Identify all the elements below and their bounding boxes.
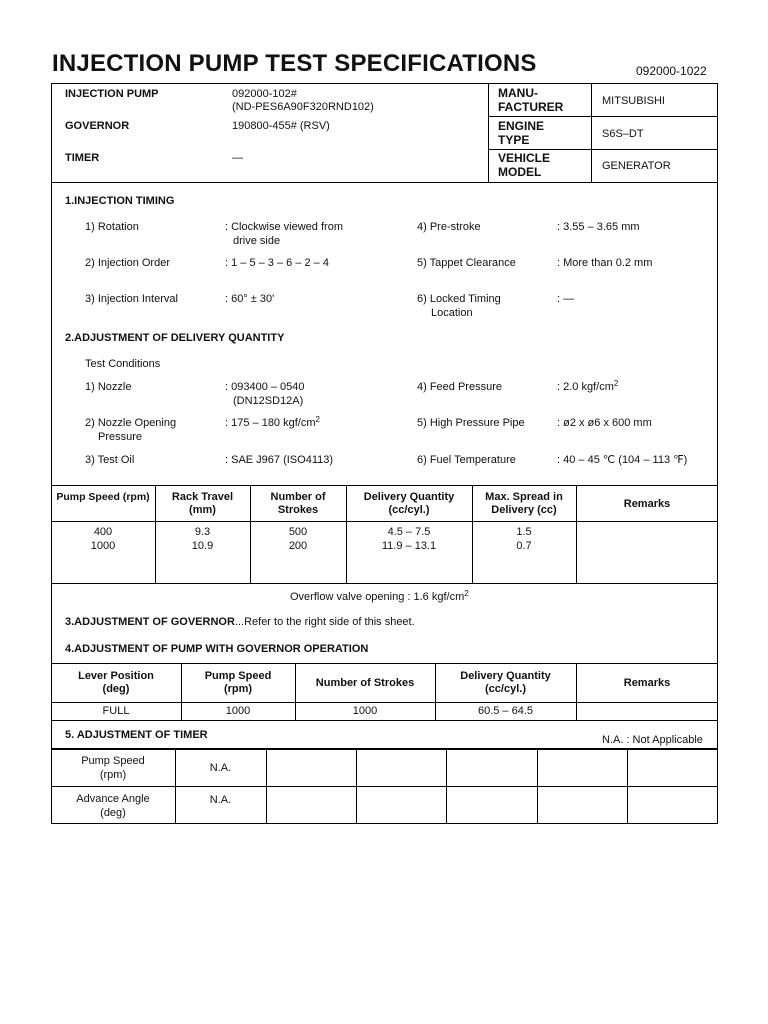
governor-value: 190800-455# (RSV) [232, 120, 330, 132]
advance-angle-value: N.A. [209, 794, 232, 806]
table-cell: 11.9 – 13.1 [381, 540, 437, 552]
column-header: (cc/cyl.) [388, 504, 430, 516]
timer-speed-unit: (rpm) [99, 769, 127, 781]
column-header: Delivery Quantity [363, 491, 455, 503]
table-border [537, 749, 538, 824]
column-header: Number of [270, 491, 326, 503]
table-cell: 1000 [352, 705, 378, 717]
column-header: (mm) [189, 504, 216, 516]
timer-value: — [232, 152, 243, 164]
table-cell: 1000 [225, 705, 251, 717]
table-cell: 0.7 [516, 540, 532, 552]
high-pressure-pipe-value: : ø2 x ø6 x 600 mm [557, 417, 652, 429]
column-header: Pump Speed [204, 670, 272, 682]
column-header: (rpm) [223, 683, 253, 695]
table-border [51, 485, 718, 486]
fuel-temperature-value: : 40 – 45 ℃ (104 – 113 ℉) [557, 454, 688, 466]
column-header: Delivery (cc) [491, 504, 557, 516]
governor-label: GOVERNOR [65, 120, 130, 132]
feed-pressure-label: 4) Feed Pressure [417, 381, 502, 393]
table-cell: 60.5 – 64.5 [477, 705, 534, 717]
test-oil-label: 3) Test Oil [85, 454, 135, 466]
advance-angle-label: Advance Angle [76, 793, 150, 805]
engine-type-label-2: TYPE [498, 133, 530, 147]
pre-stroke-value: : 3.55 – 3.65 mm [557, 221, 640, 233]
column-header: Number of Strokes [315, 677, 415, 689]
info-divider [51, 182, 718, 183]
table-cell: 1.5 [516, 526, 532, 538]
test-oil-value: : SAE J967 (ISO4113) [225, 454, 334, 466]
locked-timing-label: 6) Locked Timing [417, 293, 501, 305]
table-border [51, 663, 718, 664]
not-applicable-note: N.A. : Not Applicable [602, 734, 703, 746]
injection-timing-heading: 1.INJECTION TIMING [65, 195, 175, 207]
column-header: Delivery Quantity [460, 670, 551, 682]
table-cell: FULL [102, 705, 130, 717]
table-cell: 400 [93, 526, 113, 538]
table-border [51, 702, 718, 703]
info-divider [488, 116, 718, 117]
table-border [51, 720, 718, 721]
feed-pressure-value: : 2.0 kgf/$cm^2$ [557, 379, 619, 393]
governor-heading: 3.ADJUSTMENT OF GOVERNOR...Refer to the right side of this sheet. [65, 616, 415, 628]
pump-governor-heading: 4.ADJUSTMENT OF PUMP WITH GOVERNOR OPERATION [65, 643, 369, 655]
table-border [576, 663, 577, 720]
high-pressure-pipe-label: 5) High Pressure Pipe [417, 417, 525, 429]
table-border [627, 749, 628, 824]
column-header: Lever Position [78, 670, 154, 682]
advance-angle-unit: (deg) [100, 807, 126, 819]
column-header: Rack Travel [171, 491, 234, 503]
info-divider [591, 83, 592, 182]
info-divider [488, 83, 489, 182]
nozzle-opening-label-2: Pressure [98, 431, 143, 443]
table-cell: 10.9 [191, 540, 214, 552]
timer-heading: 5. ADJUSTMENT OF TIMER [65, 729, 208, 741]
timer-speed-label: Pump Speed [81, 755, 145, 767]
table-border [51, 583, 718, 584]
injection-interval-label: 3) Injection Interval [85, 293, 178, 305]
tappet-clearance-label: 5) Tappet Clearance [417, 257, 516, 269]
rotation-label: 1) Rotation [85, 221, 139, 233]
document-number: 092000-1022 [636, 64, 707, 78]
fuel-temperature-label: 6) Fuel Temperature [417, 454, 516, 466]
column-header: Remarks [623, 498, 671, 510]
table-border [266, 749, 267, 824]
injection-pump-label: INJECTION PUMP [65, 88, 159, 100]
injection-pump-value: 092000-102# [232, 88, 297, 100]
test-conditions-label: Test Conditions [85, 358, 161, 370]
tappet-clearance-value: : More than 0.2 mm [557, 257, 653, 269]
column-header: Max. Spread in [485, 491, 563, 503]
vehicle-model-label: VEHICLE [498, 151, 551, 165]
delivery-quantity-heading: 2.ADJUSTMENT OF DELIVERY QUANTITY [65, 332, 285, 344]
table-cell: 9.3 [194, 526, 211, 538]
nozzle-value: : 093400 – 0540 [225, 381, 305, 393]
table-cell: 1000 [90, 540, 116, 552]
vehicle-model-label-2: MODEL [498, 165, 542, 179]
column-header: (cc/cyl.) [485, 683, 526, 695]
engine-type-value: S6S–DT [602, 128, 644, 140]
timer-label: TIMER [65, 152, 100, 164]
injection-interval-value: : 60° ± 30' [225, 293, 275, 305]
engine-type-label: ENGINE [498, 119, 545, 133]
nozzle-label: 1) Nozzle [85, 381, 132, 393]
table-cell: 200 [288, 540, 308, 552]
rotation-value-2: drive side [233, 235, 281, 247]
page-title: INJECTION PUMP TEST SPECIFICATIONS [52, 50, 537, 77]
table-border [356, 749, 357, 824]
nozzle-opening-value: : 175 – 180 kgf/$cm^2$ [225, 415, 320, 429]
column-header: (deg) [102, 683, 130, 695]
column-header: Pump Speed (rpm) [56, 491, 150, 503]
injection-order-value: : 1 – 5 – 3 – 6 – 2 – 4 [225, 257, 329, 269]
manufacturer-label-2: FACTURER [498, 100, 564, 114]
rotation-value: : Clockwise viewed from [225, 221, 343, 233]
overflow-valve-note: Overflow valve opening : 1.6 kgf/$cm^2$ [290, 589, 469, 603]
pre-stroke-label: 4) Pre-stroke [417, 221, 481, 233]
locked-timing-label-2: Location [431, 307, 473, 319]
info-divider [488, 149, 718, 150]
vehicle-model-value: GENERATOR [602, 160, 671, 172]
injection-pump-value-2: (ND-PES6A90F320RND102) [232, 101, 374, 113]
column-header: Remarks [623, 677, 671, 689]
table-border [51, 786, 718, 787]
injection-order-label: 2) Injection Order [85, 257, 170, 269]
table-border [51, 521, 718, 522]
nozzle-opening-label: 2) Nozzle Opening [85, 417, 177, 429]
manufacturer-label: MANU- [498, 86, 538, 100]
table-border [446, 749, 447, 824]
manufacturer-value: MITSUBISHI [602, 95, 665, 107]
column-header: Strokes [277, 504, 319, 516]
timer-speed-value: N.A. [209, 762, 232, 774]
nozzle-value-2: (DN12SD12A) [233, 395, 304, 407]
table-cell: 4.5 – 7.5 [387, 526, 431, 538]
locked-timing-value: : — [557, 293, 575, 305]
table-cell: 500 [288, 526, 308, 538]
